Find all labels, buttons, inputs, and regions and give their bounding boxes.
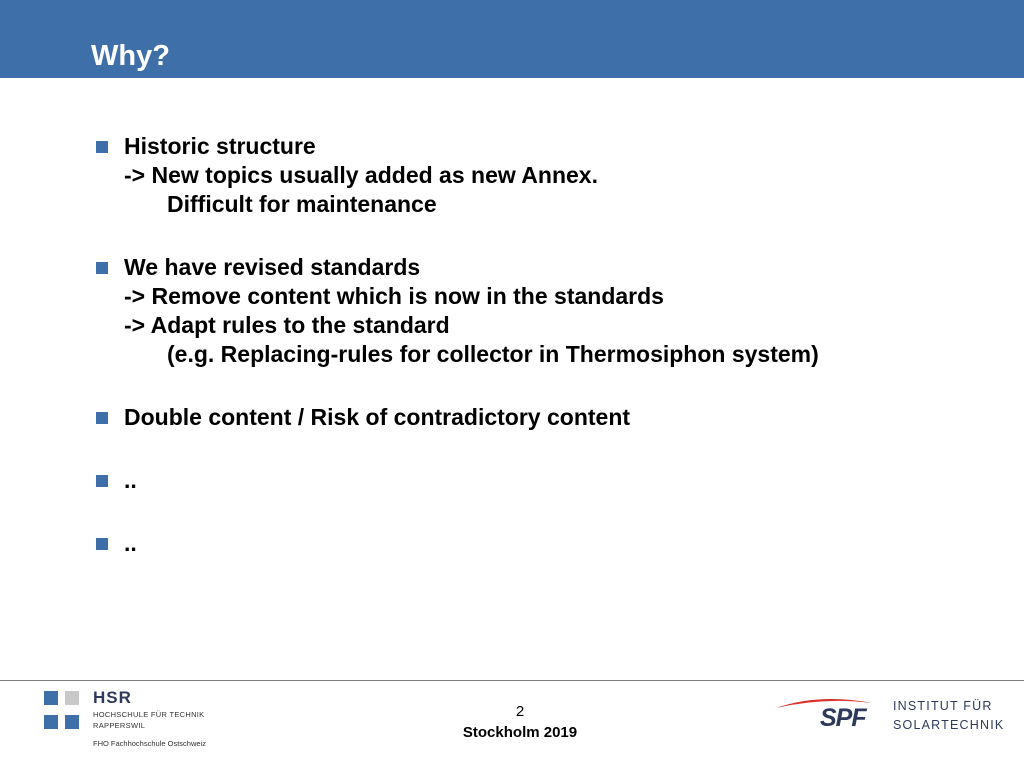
bullet-line: -> New topics usually added as new Annex.: [124, 162, 598, 188]
page-number: 2: [515, 703, 525, 720]
spf-logo-line: INSTITUT FÜR: [893, 699, 993, 713]
logo-square-icon: [65, 691, 79, 705]
bullet-square-icon: [96, 412, 108, 424]
bullet-square-icon: [96, 475, 108, 487]
footer-divider: [0, 680, 1024, 681]
slide-title: Why?: [91, 40, 170, 72]
bullet-item: [124, 403, 630, 432]
bullet-item: [124, 253, 819, 369]
bullet-item: [124, 466, 137, 495]
bullet-line: Double content / Risk of contradictory content: [124, 404, 631, 430]
bullet-line: Historic structure: [124, 133, 316, 159]
bullet-square-icon: [96, 538, 108, 550]
bullet-item: [124, 529, 137, 558]
hsr-logo-line: HOCHSCHULE FÜR TECHNIK: [93, 710, 205, 719]
bullet-line: -> Remove content which is now in the standards: [124, 283, 664, 309]
event-label: Stockholm 2019: [462, 724, 578, 741]
bullet-square-icon: [96, 262, 108, 274]
spf-logo: [774, 695, 1009, 740]
bullet-line: ..: [124, 530, 137, 556]
bullet-item: [124, 132, 598, 219]
bullet-line: We have revised standards: [124, 254, 421, 280]
bullet-line: (e.g. Replacing-rules for collector in Thermosiphon system): [167, 341, 819, 367]
hsr-logo-line: RAPPERSWIL: [93, 721, 146, 730]
bullet-square-icon: [96, 141, 108, 153]
hsr-logo: [42, 689, 232, 753]
hsr-logo-fho: FHO Fachhochschule Ostschweiz: [93, 739, 206, 748]
bullet-line: -> Adapt rules to the standard: [124, 312, 450, 338]
spf-logo-name: SPF: [820, 704, 866, 732]
logo-square-icon: [65, 715, 79, 729]
bullet-line: ..: [124, 467, 137, 493]
hsr-logo-name: HSR: [93, 688, 132, 707]
logo-square-icon: [44, 691, 58, 705]
logo-square-icon: [44, 715, 58, 729]
bullet-line: Difficult for maintenance: [167, 191, 437, 217]
spf-logo-line: SOLARTECHNIK: [893, 718, 1005, 732]
